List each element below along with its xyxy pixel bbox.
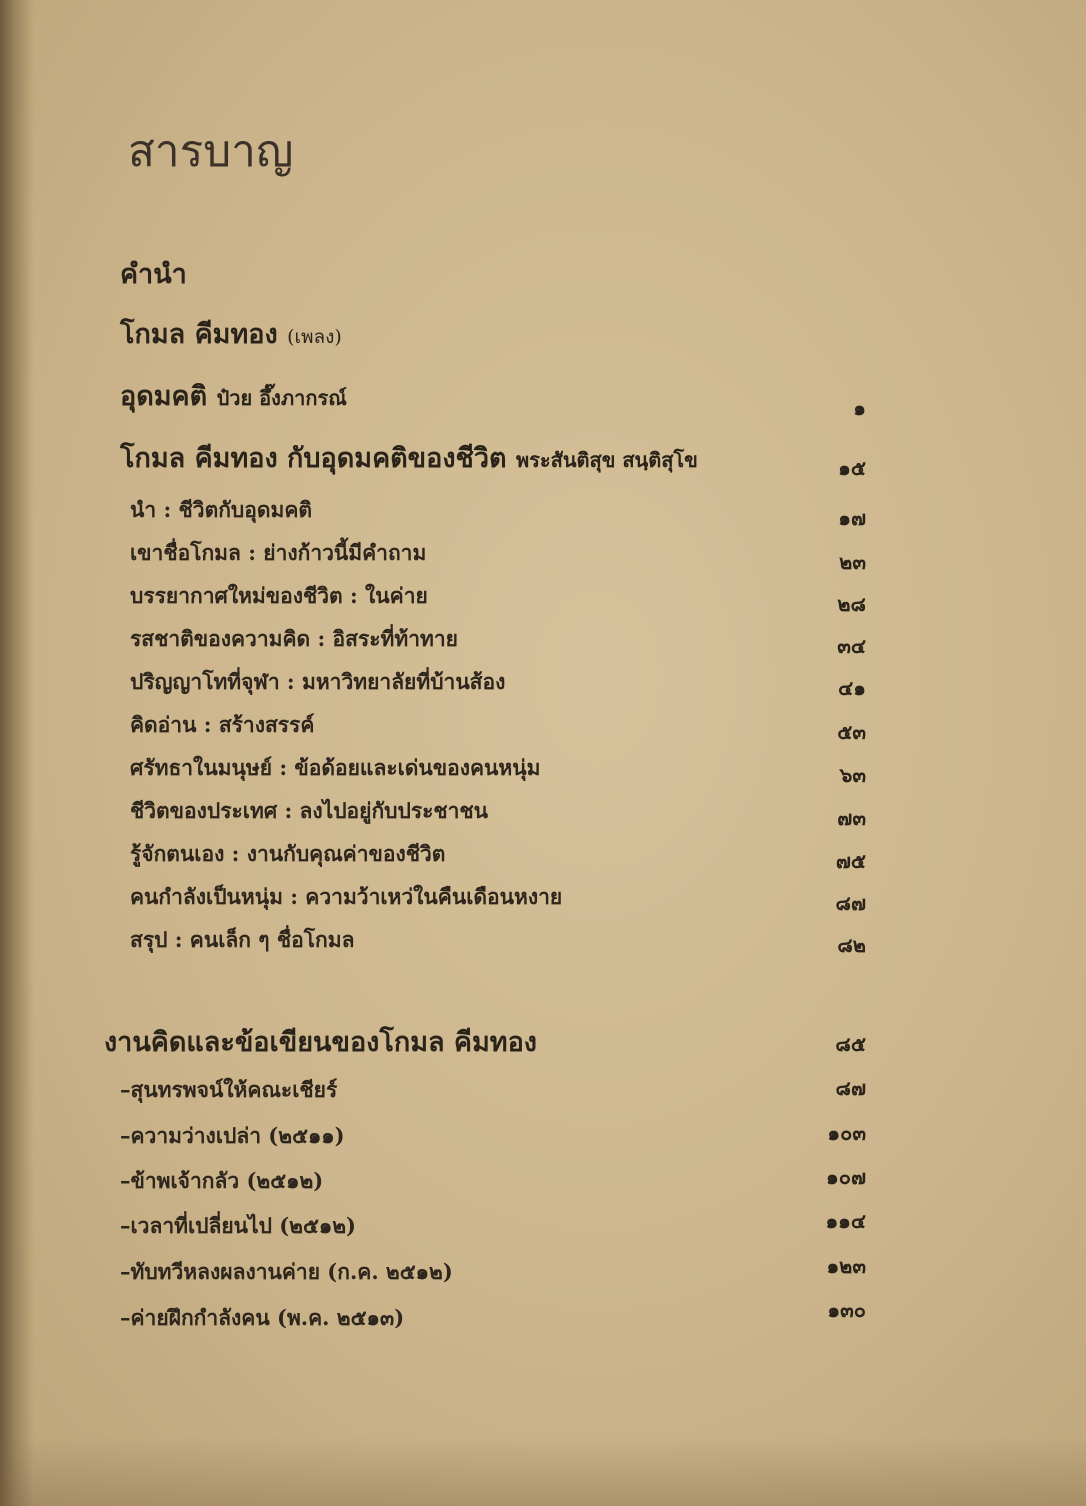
toc-page-number: ๑๓๐	[827, 1298, 866, 1322]
toc-chapter: รู้จักตนเอง : งานกับคุณค่าของชีวิต	[130, 841, 446, 866]
toc-page-number: ๑๕	[838, 456, 866, 480]
toc-page-number: ๖๓	[839, 763, 866, 787]
toc-writing: –สุนทรพจน์ให้คณะเชียร์	[120, 1077, 338, 1102]
toc-page-number: ๑	[853, 396, 866, 420]
book-spine-shadow	[0, 0, 34, 1506]
toc-chapter: เขาชื่อโกมล : ย่างก้าวนี้มีคำถาม	[130, 540, 427, 565]
toc-writing: –ทับทวีหลงผลงานค่าย (ก.ค. ๒๕๑๒)	[120, 1259, 453, 1284]
toc-page-number: ๑๒๓	[826, 1254, 866, 1278]
toc-entry-note: (เพลง)	[287, 326, 342, 348]
toc-page-number: ๗๕	[835, 849, 866, 873]
toc-chapter: ศรัทธาในมนุษย์ : ข้อด้อยและเด่นของคนหนุ่ม	[130, 755, 541, 780]
toc-chapter: ปริญญาโทที่จุฬา : มหาวิทยาลัยที่บ้านส้อง	[130, 669, 506, 694]
toc-chapter: รสชาติของความคิด : อิสระที่ท้าทาย	[130, 626, 458, 651]
toc-section-writings: งานคิดและข้อเขียนของโกมล คีมทอง	[104, 1027, 537, 1058]
toc-page-number: ๕๓	[837, 720, 866, 744]
toc-page-number: ๑๗	[838, 506, 866, 530]
toc-entry-ideal	[120, 374, 347, 417]
toc-page-number: ๒๓	[839, 550, 866, 574]
toc-chapter: สรุป : คนเล็ก ๆ ชื่อโกมล	[130, 927, 355, 952]
toc-entry-foreword	[120, 252, 187, 295]
toc-chapter: คิดอ่าน : สร้างสรรค์	[130, 712, 315, 737]
toc-entry-title: โกมล คีมทอง	[120, 319, 278, 350]
toc-entry-title: อุดมคติ	[120, 381, 208, 412]
toc-writing: –ความว่างเปล่า (๒๕๑๑)	[120, 1123, 345, 1148]
toc-chapter: นำ : ชีวิตกับอุดมคติ	[130, 497, 313, 522]
toc-entry-author: ป๋วย อึ๊งภากรณ์	[216, 386, 347, 410]
toc-page-number: ๘๗	[835, 1076, 866, 1100]
toc-page-number: ๑๐๓	[827, 1121, 866, 1145]
toc-entry-title: คำนำ	[120, 259, 187, 290]
toc-chapter: ชีวิตของประเทศ : ลงไปอยู่กับประชาชน	[130, 798, 489, 823]
toc-page-number: ๘๗	[835, 891, 866, 915]
toc-entry-title: โกมล คีมทอง กับอุดมคติของชีวิต	[120, 443, 507, 474]
toc-writing: –ค่ายฝึกกำลังคน (พ.ค. ๒๕๑๓)	[120, 1305, 405, 1330]
toc-chapter: คนกำลังเป็นหนุ่ม : ความว้าเหว่ในคืนเดือนหงาย	[130, 884, 563, 909]
toc-writing: –ข้าพเจ้ากลัว (๒๕๑๒)	[120, 1168, 324, 1193]
toc-chapter: บรรยากาศใหม่ของชีวิต : ในค่าย	[130, 583, 428, 608]
page-title: สารบาญ	[128, 126, 294, 177]
toc-page-number: ๒๘	[837, 592, 866, 616]
toc-entry-song	[120, 312, 342, 355]
toc-page-number: ๗๓	[837, 806, 866, 830]
toc-entry-komol-ideal	[120, 436, 698, 479]
toc-page-number: ๘๒	[837, 933, 866, 957]
toc-page-number: ๓๔	[837, 634, 866, 658]
toc-page-number: ๔๑	[838, 676, 866, 700]
toc-page-number: ๘๕	[835, 1032, 866, 1056]
toc-page-number: ๑๐๗	[826, 1165, 866, 1189]
page-shadow	[0, 1436, 1086, 1506]
toc-writing: –เวลาที่เปลี่ยนไป (๒๕๑๒)	[120, 1213, 356, 1238]
toc-entry-author: พระสันติสุข สนฺติสุโข	[515, 448, 698, 472]
toc-page-number: ๑๑๔	[825, 1209, 866, 1233]
